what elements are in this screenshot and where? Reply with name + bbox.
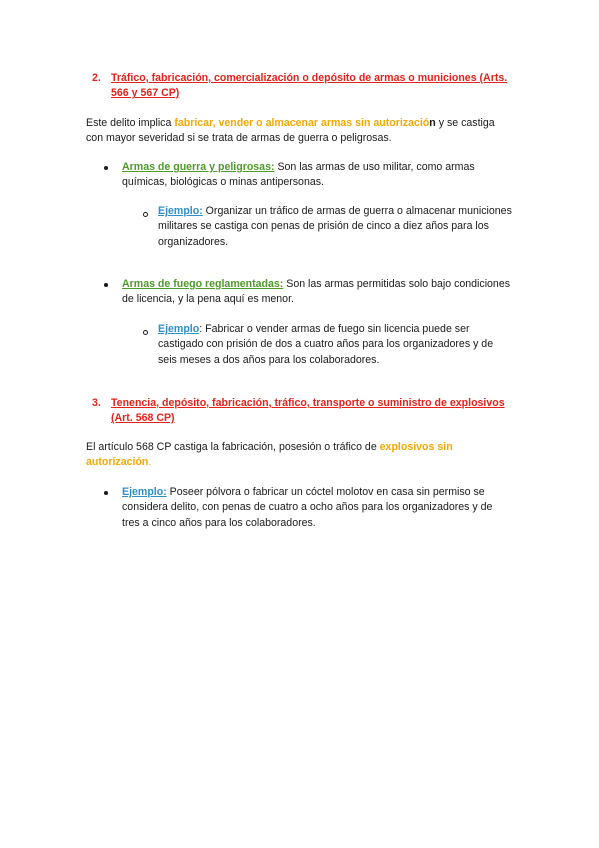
example-explosives [122,485,511,531]
example-label: Ejemplo [158,323,200,335]
bullet-circle [143,330,148,335]
definition-firearms: Son las armas permitidas solo bajo condiciones de licencia, y la pena aquí es menor. [122,278,511,306]
example-label: Ejemplo: [158,205,203,217]
example-firearms [158,322,514,368]
section-3-number: 3. [92,397,101,409]
intro-text-start: El artículo 568 CP castiga la fabricación, posesión o tráfico de [86,441,380,453]
section-3-intro [86,440,511,471]
intro-text-end: . [148,456,152,469]
definition-war-weapons: Son las armas de uso militar, como armas químicas, biológicas o minas antipersonas. [122,161,475,189]
section-2-intro [86,116,511,147]
bullet-circle [143,212,148,217]
term-firearms: Armas de fuego reglamentadas: [122,278,284,290]
example-text: Organizar un tráfico de armas de guerra o almacenar municiones militares se castiga con penas de prisión de cinco a diez años para los organizadores. [158,205,512,248]
bullet-disc [104,166,108,170]
section-2-heading: Tráfico, fabricación, comercialización o depósito de armas o municiones (Arts. 566 y 567 CP) [111,72,508,100]
intro-text-start: Este delito implica [86,117,175,129]
example-text: Poseer pólvora o fabricar un cóctel molotov en casa sin permiso se considera delito, con penas de cuatro a ocho años para los organizadores y de tres a cinco años para los colaboradores. [122,486,493,529]
intro-highlight: explosivos sin autorización [86,441,453,469]
example-label: Ejemplo: [122,486,167,498]
example-war-weapons [158,204,514,250]
section-2-number: 2. [92,72,101,84]
example-text: : Fabricar o vender armas de fuego sin licencia puede ser castigado con prisión de dos a cuatro años para los organizadores y de seis meses a dos años para los colaboradores. [158,323,494,366]
intro-bold-letter: n [429,117,436,129]
term-war-weapons: Armas de guerra y peligrosas: [122,161,275,173]
intro-text-end: y se castiga con mayor severidad si se trata de armas de guerra o peligrosas. [86,117,495,145]
section-3-heading: Tenencia, depósito, fabricación, tráfico, transporte o suministro de explosivos (Art. 568 CP) [111,397,505,425]
bullet-disc [104,491,108,495]
bullet-disc [104,283,108,287]
intro-highlight: fabricar, vender o almacenar armas sin autorizació [174,117,430,129]
bullet-war-weapons [122,160,511,191]
bullet-firearms [122,277,511,308]
